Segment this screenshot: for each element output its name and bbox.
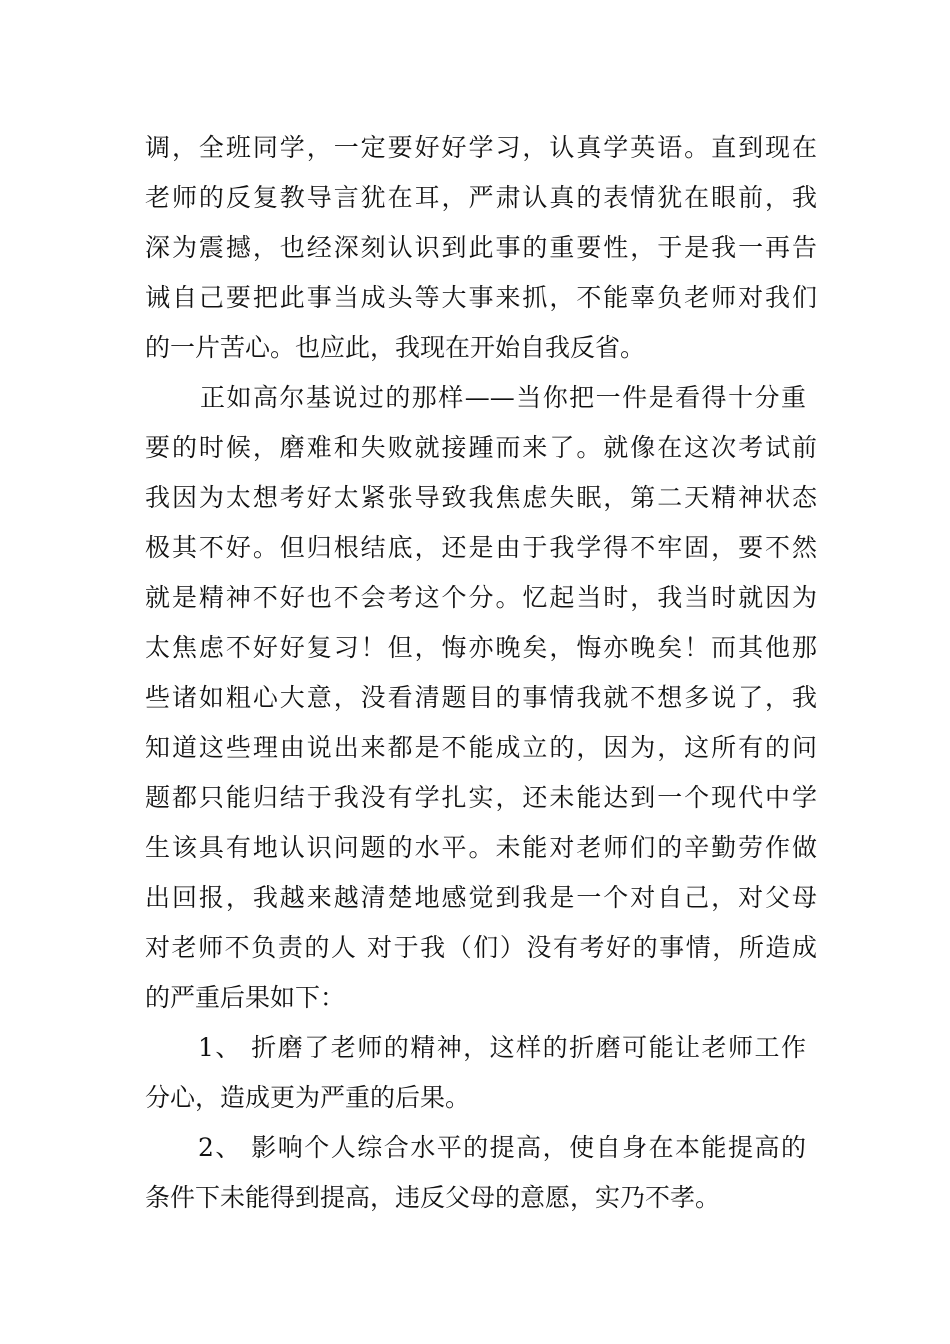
text-line: 极其不好。但归根结底，还是由于我学得不牢固，要不然: [145, 533, 817, 562]
text-line: 对老师不负责的人 对于我（们）没有考好的事情，所造成: [145, 933, 817, 962]
list-item-1-first-line: 1、 折磨了老师的精神，这样的折磨可能让老师工作: [198, 1033, 806, 1062]
text-line: 诫自己要把此事当成头等大事来抓，不能辜负老师对我们: [145, 283, 817, 312]
list-item-1-continuation: 分心，造成更为严重的后果。: [145, 1083, 471, 1112]
text-line: 生该具有地认识问题的水平。未能对老师们的辛勤劳作做: [145, 833, 817, 862]
text-line: 老师的反复教导言犹在耳，严肃认真的表情犹在眼前，我: [145, 183, 817, 212]
list-item-2-continuation: 条件下未能得到提高，违反父母的意愿，实乃不孝。: [145, 1183, 721, 1212]
text-line: 的严重后果如下：: [145, 983, 346, 1012]
list-item-2-first-line: 2、 影响个人综合水平的提高，使自身在本能提高的: [198, 1133, 806, 1162]
text-line: 深为震撼，也经深刻认识到此事的重要性，于是我一再告: [145, 233, 817, 262]
text-line: 些诸如粗心大意，没看清题目的事情我就不想多说了，我: [145, 683, 817, 712]
text-line: 题都只能归结于我没有学扎实，还未能达到一个现代中学: [145, 783, 817, 812]
text-line: 的一片苦心。也应此，我现在开始自我反省。: [145, 333, 646, 362]
text-line: 我因为太想考好太紧张导致我焦虑失眠，第二天精神状态: [145, 483, 817, 512]
text-line: 知道这些理由说出来都是不能成立的，因为，这所有的问: [145, 733, 817, 762]
text-line: 太焦虑不好好复习！但，悔亦晚矣，悔亦晚矣！而其他那: [145, 633, 817, 662]
text-line: 调，全班同学，一定要好好学习，认真学英语。直到现在: [145, 133, 817, 162]
text-line: 要的时候，磨难和失败就接踵而来了。就像在这次考试前: [145, 433, 817, 462]
text-line: 出回报，我越来越清楚地感觉到我是一个对自己，对父母: [145, 883, 817, 912]
paragraph-first-line: 正如高尔基说过的那样——当你把一件是看得十分重: [200, 383, 806, 412]
text-line: 就是精神不好也不会考这个分。忆起当时，我当时就因为: [145, 583, 817, 612]
